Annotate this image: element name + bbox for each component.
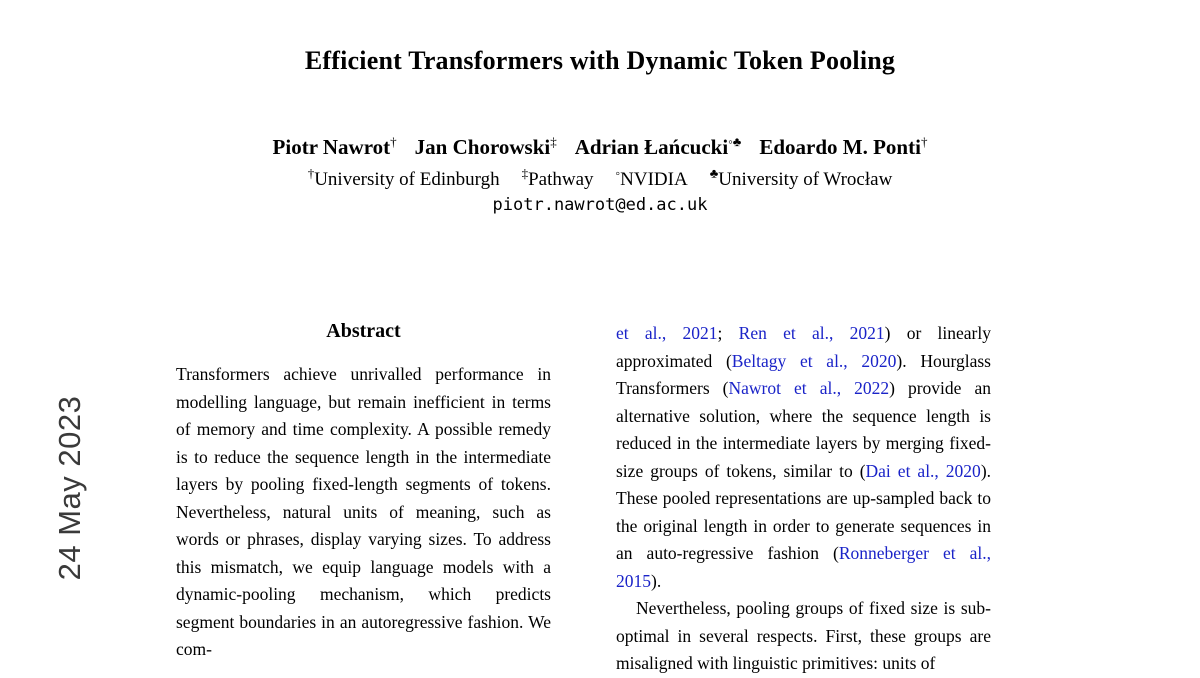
author-affiliation-mark: †: [920, 134, 928, 149]
author-entry: [273, 135, 397, 159]
author-entry: [759, 135, 927, 159]
abstract-heading: Abstract: [326, 320, 401, 342]
abstract-paragraph: Transformers achieve unrivalled performance in modelling language, but remain inefficient in terms of memory and time complexity. A possible remedy is to reduce the sequence length in the intermediate layers by pooling fixed-length segments of tokens. Nevertheless, natural units of meaning, such as words or phrases, display varying sizes. To address this mismatch, we equip language models with a dynamic-pooling mechanism, which predicts segment boundaries in an autoregressive fashion. We com-: [176, 364, 551, 659]
paragraph-text: ) or linearly approximated (: [616, 323, 991, 371]
affiliation-mark: ♣: [709, 166, 719, 181]
affiliation-name: University of Wrocław: [718, 169, 893, 191]
intro-paragraph-2: Nevertheless, pooling groups of fixed size is sub-optimal in several respects. First, these groups are misaligned with linguistic primitives: units of: [616, 598, 991, 673]
page-title: Efficient Transformers with Dynamic Token Pooling: [304, 46, 896, 75]
author-entry: [575, 135, 742, 159]
paragraph-text: ) provide an alternative solution, where the sequence length is reduced in the intermediate layers by merging fixed-size groups of tokens, similar to (: [616, 378, 991, 481]
author-name: Adrian Łańcucki: [574, 135, 729, 159]
affiliation-mark: †: [307, 166, 315, 181]
affiliation-name: Pathway: [528, 169, 594, 191]
paragraph-text: ).: [651, 570, 662, 591]
author-affiliation-mark: †: [390, 134, 397, 149]
affiliation-mark: ◦: [615, 166, 621, 181]
author-name: Piotr Nawrot: [272, 135, 391, 159]
paragraph-text: ). These pooled representations are up-sampled back to the original length in order to generate sequences in an auto-regressive fashion (: [616, 460, 992, 563]
affiliation-list: [150, 166, 1050, 191]
paragraph-text: ;: [717, 323, 739, 343]
affiliation-name: University of Edinburgh: [314, 169, 500, 191]
affiliation-entry: [521, 166, 594, 191]
citation-link[interactable]: Beltagy et al., 2020: [731, 350, 897, 371]
left-column: [176, 320, 551, 664]
citation-link[interactable]: Ren et al., 2021: [738, 323, 885, 343]
citation-link[interactable]: Ronneberger et al., 2015: [616, 543, 991, 591]
author-affiliation-mark: ◦♣: [728, 134, 742, 149]
affiliation-name: NVIDIA: [620, 169, 688, 191]
author-name: Jan Chorowski: [414, 135, 551, 159]
affiliation-entry: [615, 166, 688, 191]
author-affiliation-mark: ‡: [550, 134, 557, 149]
intro-paragraph-1: [616, 320, 991, 595]
author-entry: [415, 135, 557, 159]
contact-email: piotr.nawrot@ed.ac.uk: [492, 195, 708, 215]
author-name: Edoardo M. Ponti: [759, 135, 921, 159]
affiliation-entry: [709, 166, 893, 191]
affiliation-mark: ‡: [521, 166, 529, 181]
arxiv-date-stamp: 24 May 2023: [52, 395, 87, 581]
citation-link[interactable]: et al., 2021: [616, 323, 718, 343]
author-list: [150, 134, 1050, 160]
citation-link[interactable]: Dai et al., 2020: [865, 460, 981, 481]
paragraph-text: ). Hourglass Transformers (: [616, 350, 991, 398]
affiliation-entry: [307, 166, 500, 191]
right-column: [616, 320, 991, 678]
citation-link[interactable]: Nawrot et al., 2022: [728, 378, 890, 398]
